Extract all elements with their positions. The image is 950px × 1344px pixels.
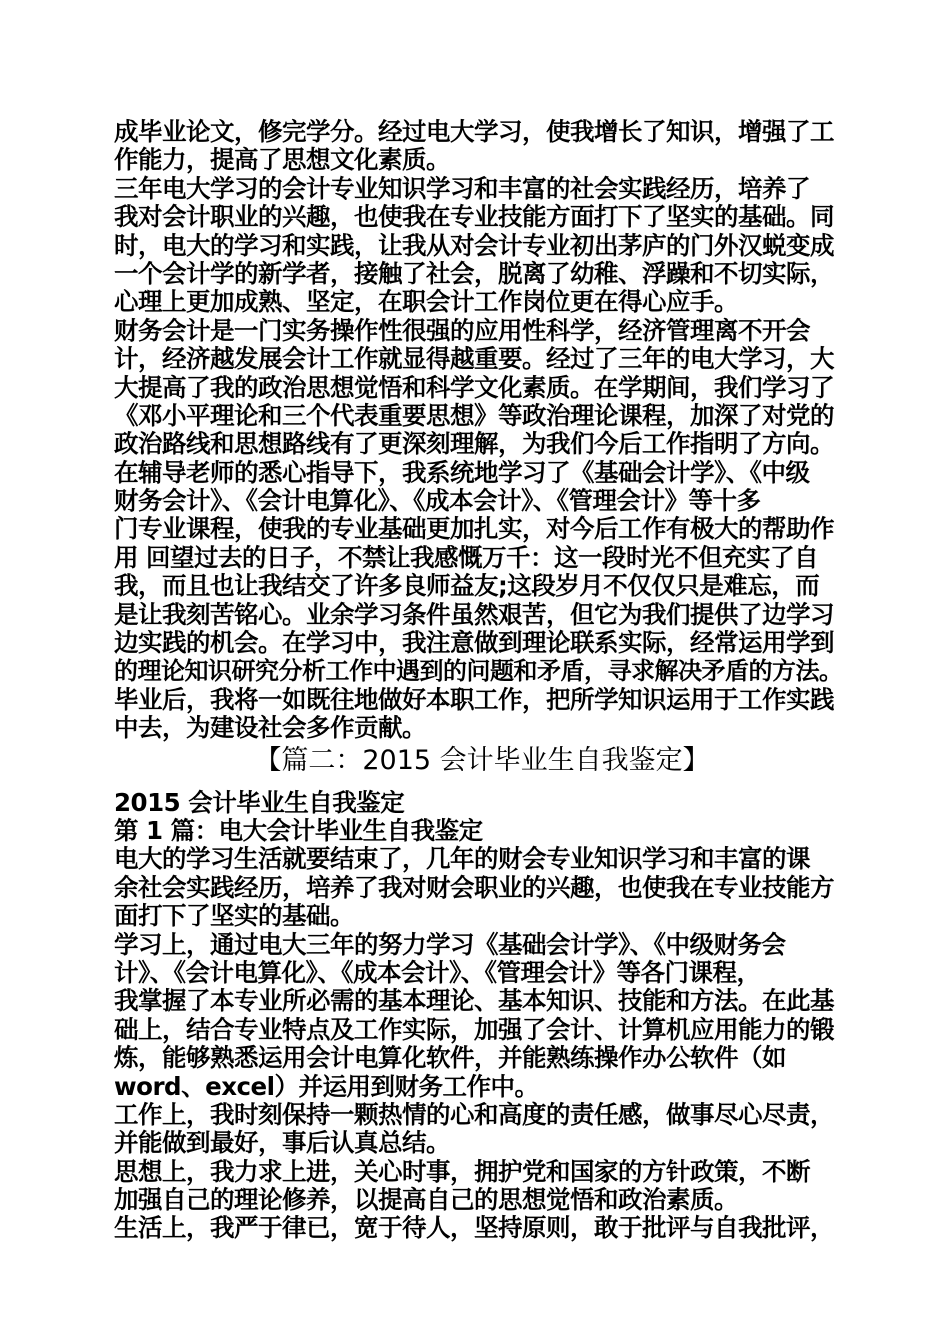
text-line: 工作上，我时刻保持一颗热情的心和高度的责任感，做事尽心尽责， xyxy=(114,1099,834,1129)
text-line: 财务会计是一门实务操作性很强的应用性科学，经济管理离不开会 xyxy=(114,315,810,345)
text-line: 《邓小平理论和三个代表重要思想》等政治理论课程，加深了对党的 xyxy=(114,400,834,430)
text-line: 的理论知识研究分析工作中遇到的问题和矛盾，寻求解决矛盾的方法。 xyxy=(114,657,843,686)
text-line: 是让我刻苦铭心。业余学习条件虽然艰苦，但它为我们提供了边学习 xyxy=(114,599,834,629)
text-line: 边实践的机会。在学习中，我注意做到理论联系实际，经常运用学到 xyxy=(114,628,834,658)
text-line: 我掌握了本专业所必需的基本理论、基本知识、技能和方法。在此基 xyxy=(114,986,834,1016)
text-line: 面打下了坚实的基础。 xyxy=(114,901,354,931)
text-line: 电大的学习生活就要结束了，几年的财会专业知识学习和丰富的课 xyxy=(114,844,810,874)
text-line: 作能力，提高了思想文化素质。 xyxy=(114,145,450,175)
text-line: 大提高了我的政治思想觉悟和科学文化素质。在学期间，我们学习了 xyxy=(114,372,834,402)
text-line: 生活上，我严于律已，宽于待人，坚持原则，敢于批评与自我批评， xyxy=(114,1213,834,1243)
text-line: 毕业后，我将一如既往地做好本职工作，把所学知识运用于工作实践 xyxy=(114,684,834,714)
section-heading: 【篇二：2015 会计毕业生自我鉴定】 xyxy=(254,744,710,776)
text-line: 时，电大的学习和实践，让我从对会计专业初出茅庐的门外汉蜕变成 xyxy=(114,230,834,260)
text-line: 加强自己的理论修养，以提高自己的思想觉悟和政治素质。 xyxy=(114,1185,738,1215)
text-line: 三年电大学习的会计专业知识学习和丰富的社会实践经历，培养了 xyxy=(114,173,810,203)
text-line: 我，而且也让我结交了许多良师益友;这段岁月不仅仅只是难忘，而 xyxy=(114,571,820,601)
text-line: 余社会实践经历，培养了我对财会职业的兴趣，也使我在专业技能方 xyxy=(114,872,834,902)
text-line: 用 回望过去的日子，不禁让我感慨万千：这一段时光不但充实了自 xyxy=(114,542,819,572)
text-line: 门专业课程，使我的专业基础更加扎实，对今后工作有极大的帮助作 xyxy=(114,514,834,544)
text-line: word、excel）并运用到财务工作中。 xyxy=(114,1071,539,1101)
text-line: 第 1 篇：电大会计毕业生自我鉴定 xyxy=(114,815,483,845)
text-line: 财务会计》、《会计电算化》、《成本会计》、《管理会计》等十多 xyxy=(114,486,761,516)
text-line: 中去，为建设社会多作贡献。 xyxy=(114,713,426,743)
text-line: 在辅导老师的悉心指导下，我系统地学习了《基础会计学》、《中级 xyxy=(114,457,810,487)
text-line: 并能做到最好，事后认真总结。 xyxy=(114,1128,450,1158)
text-line: 础上，结合专业特点及工作实际，加强了会计、计算机应用能力的锻 xyxy=(114,1014,834,1044)
text-line: 一个会计学的新学者，接触了社会，脱离了幼稚、浮躁和不切实际， xyxy=(114,258,834,288)
text-line: 学习上，通过电大三年的努力学习《基础会计学》、《中级财务会 xyxy=(114,929,786,959)
text-line: 政治路线和思想路线有了更深刻理解，为我们今后工作指明了方向。 xyxy=(114,429,834,459)
text-line: 计，经济越发展会计工作就显得越重要。经过了三年的电大学习，大 xyxy=(114,344,834,374)
text-line: 2015 会计毕业生自我鉴定 xyxy=(114,787,405,817)
text-line: 炼，能够熟悉运用会计电算化软件，并能熟练操作办公软件（如 xyxy=(114,1043,786,1073)
essay-part-two xyxy=(114,789,850,1243)
text-line: 心理上更加成熟、坚定，在职会计工作岗位更在得心应手。 xyxy=(114,287,738,317)
document-body xyxy=(114,118,850,1243)
text-line: 思想上，我力求上进，关心时事，拥护党和国家的方针政策，不断 xyxy=(114,1156,810,1186)
essay-part-one xyxy=(114,118,850,743)
text-line: 计》、《会计电算化》、《成本会计》、《管理会计》等各门课程， xyxy=(114,957,761,987)
text-line: 成毕业论文，修完学分。经过电大学习，使我增长了知识，增强了工 xyxy=(114,117,834,146)
text-line: 我对会计职业的兴趣，也使我在专业技能方面打下了坚实的基础。同 xyxy=(114,202,834,232)
